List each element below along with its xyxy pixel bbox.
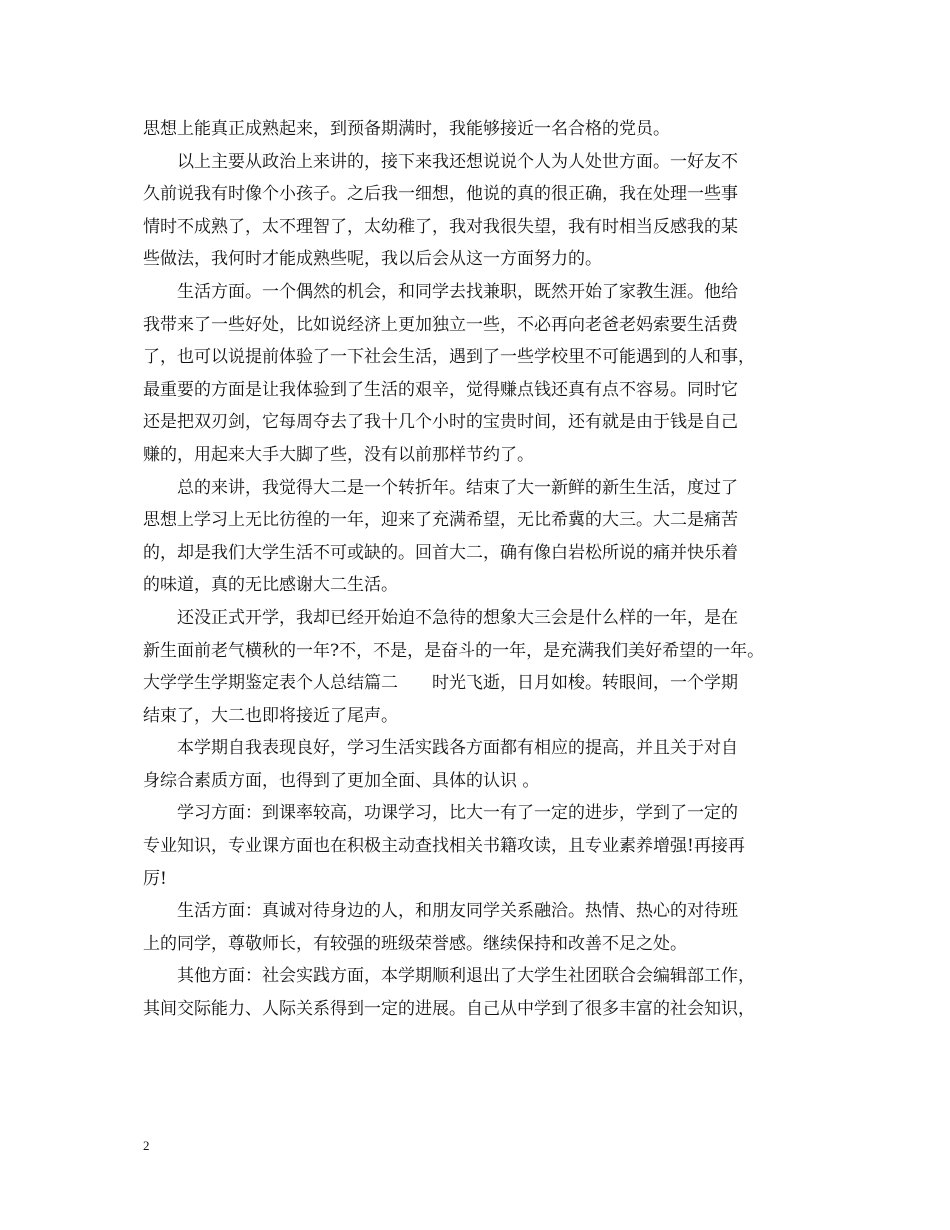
text-line: 厉!: [143, 868, 167, 889]
text-line: 了，也可以说提前体验了一下社会生活，遇到了一些学校里不可能遇到的人和事，: [143, 347, 755, 368]
text-line: 大学学生学期鉴定表个人总结篇二 时光飞逝，日月如梭。转眼间，一个学期: [143, 673, 738, 694]
text-line: 总的来讲，我觉得大二是一个转折年。结束了大一新鲜的新生生活，度过了: [143, 477, 738, 498]
text-line: 思想上能真正成熟起来，到预备期满时，我能够接近一名合格的党员。: [143, 119, 670, 139]
text-line: 还没正式开学，我却已经开始迫不急待的想象大三会是什么样的一年，是在: [143, 607, 738, 628]
text-line: 上的同学，尊敬师长，有较强的班级荣誉感。继续保持和改善不足之处。: [143, 933, 687, 954]
body-text: [143, 113, 815, 1026]
page-number: 2: [143, 1138, 150, 1153]
text-line: 其他方面：社会实践方面，本学期顺利退出了大学生社团联合会编辑部工作，: [143, 966, 755, 987]
text-line: 久前说我有时像个小孩子。之后我一细想，他说的真的很正确，我在处理一些事: [143, 184, 738, 205]
text-line: 以上主要从政治上来讲的，接下来我还想说说个人为人处世方面。一好友不: [143, 151, 738, 172]
text-line: 其间交际能力、人际关系得到一定的进展。自己从中学到了很多丰富的社会知识，: [143, 999, 755, 1020]
text-line: 我带来了一些好处，比如说经济上更加独立一些，不必再向老爸老妈索要生活费: [143, 314, 738, 335]
text-line: 情时不成熟了，太不理智了，太幼稚了，我对我很失望，我有时相当反感我的某: [143, 216, 738, 237]
text-line: 赚的，用起来大手大脚了些，没有以前那样节约了。: [143, 444, 534, 465]
text-line: 的，却是我们大学生活不可或缺的。回首大二，确有像白岩松所说的痛并快乐着: [143, 542, 738, 563]
text-line: 生活方面。一个偶然的机会，和同学去找兼职，既然开始了家教生涯。他给: [143, 281, 738, 302]
text-line: 还是把双刃剑，它每周夺去了我十几个小时的宝贵时间，还有就是由于钱是自己: [143, 412, 738, 433]
text-line: 本学期自我表现良好，学习生活实践各方面都有相应的提高，并且关于对自: [143, 738, 738, 759]
text-line: 结束了，大二也即将接近了尾声。: [143, 705, 398, 726]
text-line: 学习方面：到课率较高，功课学习，比大一有了一定的进步，学到了一定的: [143, 803, 738, 824]
text-line: 生活方面：真诚对待身边的人，和朋友同学关系融洽。热情、热心的对待班: [143, 901, 738, 922]
text-line: 专业知识，专业课方面也在积极主动查找相关书籍攻读，且专业素养增强!再接再: [143, 836, 745, 857]
text-line: 的味道，真的无比感谢大二生活。: [143, 575, 398, 596]
text-line: 最重要的方面是让我体验到了生活的艰辛，觉得赚点钱还真有点不容易。同时它: [143, 379, 738, 400]
text-line: 些做法，我何时才能成熟些呢，我以后会从这一方面努力的。: [143, 249, 602, 270]
text-line: 新生面前老气横秋的一年?不，不是，是奋斗的一年，是充满我们美好希望的一年。: [143, 640, 765, 661]
text-line: 身综合素质方面，也得到了更加全面、具体的认识 。: [143, 770, 540, 791]
text-line: 思想上学习上无比彷徨的一年，迎来了充满希望，无比希冀的大三。大二是痛苦: [143, 510, 738, 531]
